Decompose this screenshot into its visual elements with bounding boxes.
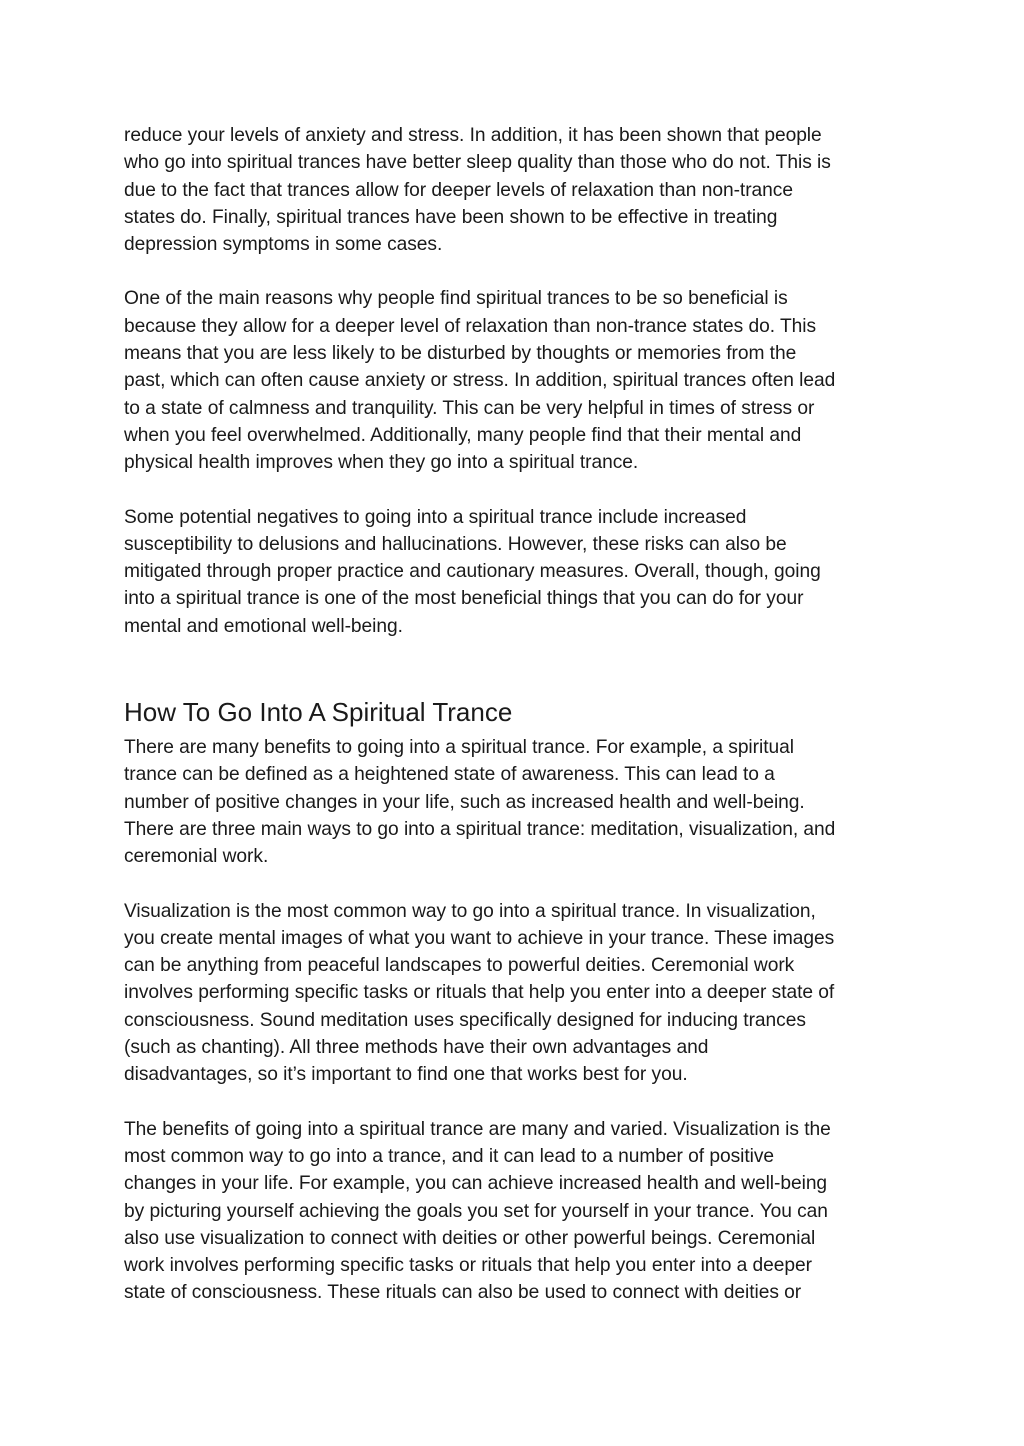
text-line: Some potential negatives to going into a spiritual trance include increased (124, 506, 747, 528)
text-line: past, which can often cause anxiety or stress. In addition, spiritual trances often lead (124, 370, 836, 392)
text-line: state of consciousness. These rituals can also be used to connect with deities or (124, 1282, 802, 1304)
paragraph-intro-1 (124, 122, 904, 258)
text-line: you create mental images of what you want to achieve in your trance. These images (124, 927, 835, 949)
text-line: The benefits of going into a spiritual trance are many and varied. Visualization is the (124, 1118, 831, 1140)
text-line: by picturing yourself achieving the goals you set for yourself in your trance. You can (124, 1200, 828, 1222)
section-heading-block (124, 695, 904, 729)
text-line: reduce your levels of anxiety and stress. In addition, it has been shown that people (124, 125, 822, 146)
text-line: when you feel overwhelmed. Additionally, many people find that their mental and (124, 424, 802, 446)
paragraph-gap (124, 871, 904, 898)
text-line: states do. Finally, spiritual trances have been shown to be effective in treating (124, 206, 778, 228)
text-line: ceremonial work. (124, 846, 269, 868)
text-line: Visualization is the most common way to go into a spiritual trance. In visualization, (124, 900, 816, 922)
text-line: because they allow for a deeper level of relaxation than non-trance states do. This (124, 315, 816, 337)
text-line: due to the fact that trances allow for deeper levels of relaxation than non-trance (124, 179, 793, 201)
text-line: trance can be defined as a heightened state of awareness. This can lead to a (124, 764, 775, 786)
paragraph-gap (124, 477, 904, 504)
text-line: disadvantages, so it’s important to find one that works best for you. (124, 1064, 688, 1086)
section-heading: How To Go Into A Spiritual Trance (124, 697, 513, 728)
document-page (124, 122, 904, 1307)
paragraph-section-3 (124, 1116, 904, 1307)
paragraph-section-2 (124, 898, 904, 1089)
text-line: can be anything from peaceful landscapes to powerful deities. Ceremonial work (124, 955, 795, 977)
text-line: There are three main ways to go into a spiritual trance: meditation, visualization, and (124, 818, 836, 840)
text-line: (such as chanting). All three methods have their own advantages and (124, 1037, 709, 1059)
text-line: into a spiritual trance is one of the most beneficial things that you can do for your (124, 588, 804, 610)
text-line: There are many benefits to going into a spiritual trance. For example, a spiritual (124, 737, 794, 759)
text-line: involves performing specific tasks or rituals that help you enter into a deeper state of (124, 982, 835, 1004)
text-line: depression symptoms in some cases. (124, 234, 443, 256)
text-line: who go into spiritual trances have better sleep quality than those who do not. This is (124, 152, 831, 174)
paragraph-intro-2 (124, 285, 904, 476)
paragraph-gap (124, 258, 904, 285)
text-line: mental and emotional well-being. (124, 615, 403, 637)
text-line: means that you are less likely to be disturbed by thoughts or memories from the (124, 343, 797, 365)
text-line: most common way to go into a trance, and it can lead to a number of positive (124, 1145, 774, 1167)
text-line: consciousness. Sound meditation uses specifically designed for inducing trances (124, 1009, 806, 1031)
paragraph-intro-3 (124, 504, 904, 640)
text-line: changes in your life. For example, you can achieve increased health and well-being (124, 1173, 828, 1195)
text-line: number of positive changes in your life, such as increased health and well-being. (124, 791, 805, 813)
text-line: One of the main reasons why people find spiritual trances to be so beneficial is (124, 288, 788, 310)
paragraph-gap (124, 1089, 904, 1116)
text-line: mitigated through proper practice and cautionary measures. Overall, though, going (124, 561, 821, 583)
text-line: work involves performing specific tasks or rituals that help you enter into a deeper (124, 1255, 812, 1277)
text-line: also use visualization to connect with deities or other powerful beings. Ceremonial (124, 1227, 816, 1249)
text-line: physical health improves when they go into a spiritual trance. (124, 452, 639, 474)
text-line: to a state of calmness and tranquility. This can be very helpful in times of stress or (124, 397, 815, 419)
text-line: susceptibility to delusions and hallucinations. However, these risks can also be (124, 533, 787, 555)
paragraph-section-1 (124, 734, 904, 870)
